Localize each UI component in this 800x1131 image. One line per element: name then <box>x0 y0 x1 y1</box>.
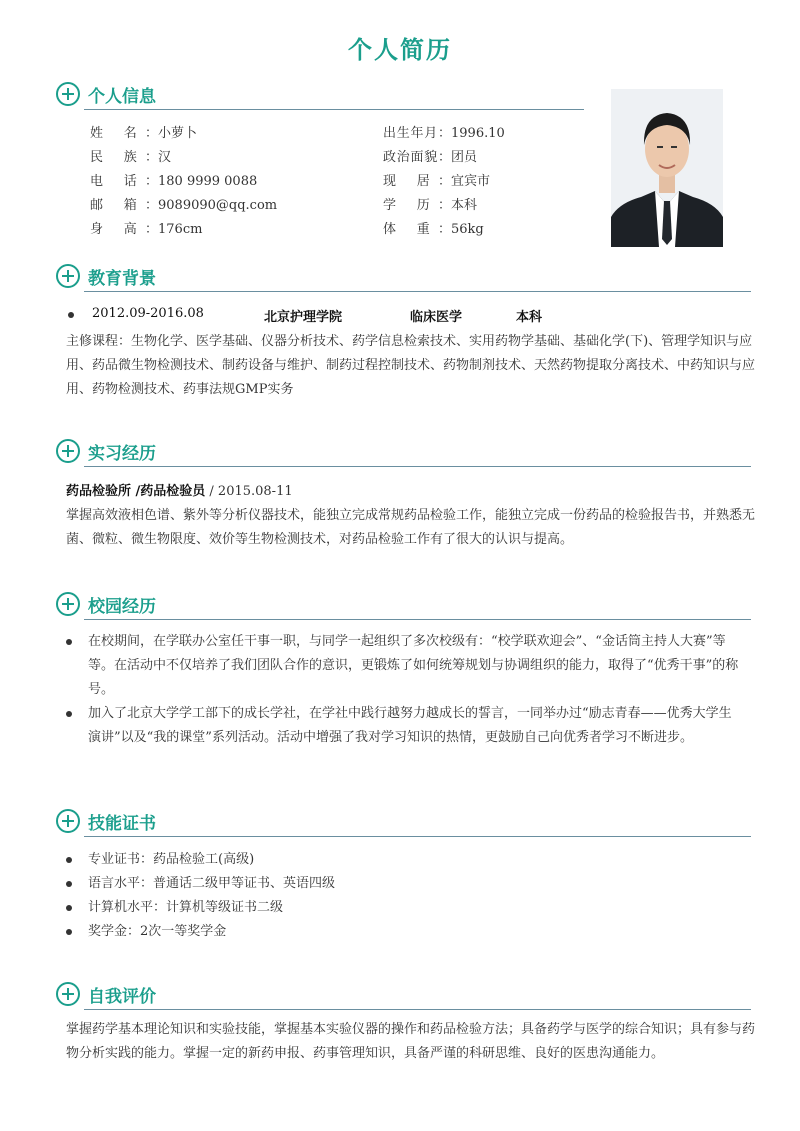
campus-list <box>60 630 744 750</box>
section-divider <box>84 291 751 292</box>
info-ethnicity: 民 族：汉 <box>90 150 172 165</box>
info-phone: 电 话：180 9999 0088 <box>90 174 258 189</box>
section-header-internship <box>56 437 756 467</box>
section-title-education: 教育背景 <box>88 269 156 289</box>
section-header-education <box>56 262 756 292</box>
list-item: 奖学金：2次一等奖学金 <box>60 920 744 944</box>
section-divider <box>84 619 751 620</box>
internship-desc: 掌握高效液相色谱、紫外等分析仪器技术，能独立完成常规药品检验工作，能独立完成一份药品的检验报告书，并熟悉无菌、微粒、微生物限度、效价等生物检测技术，对药品检验工作有了很大的认识与提高。 <box>66 508 756 547</box>
info-political: 政治面貌：团员 <box>383 150 478 165</box>
bullet-icon <box>68 312 74 318</box>
plus-circle-icon <box>56 809 80 833</box>
section-header-campus <box>56 590 756 620</box>
section-divider <box>84 1009 751 1010</box>
internship-org: 药品检验所 /药品检验员 <box>66 484 206 499</box>
internship-date: / 2015.08-11 <box>205 484 293 499</box>
plus-circle-icon <box>56 592 80 616</box>
list-item: 计算机水平：计算机等级证书二级 <box>60 896 744 920</box>
profile-photo <box>611 89 723 247</box>
section-title-self: 自我评价 <box>88 987 156 1007</box>
list-item: 专业证书：药品检验工(高级) <box>60 848 744 872</box>
list-item: 语言水平：普通话二级甲等证书、英语四级 <box>60 872 744 896</box>
section-title-skills: 技能证书 <box>88 814 156 834</box>
section-title-internship: 实习经历 <box>88 444 156 464</box>
info-residence: 现 居：宜宾市 <box>383 174 491 189</box>
list-item: 在校期间，在学联办公室任干事一职，与同学一起组织了多次校级有：“校学联欢迎会”、“金话筒主持人大赛”等等。在活动中不仅培养了我们团队合作的意识，更锻炼了如何统筹规划与协调组织的能力，取得了“优秀干事”的称号。 <box>60 630 744 702</box>
education-courses: 主修课程：生物化学、医学基础、仪器分析技术、药学信息检索技术、实用药物学基础、基础化学(下)、管理学知识与应用、药品微生物检测技术、制药设备与维护、制药过程控制技术、药物制剂技术、天然药物提取分离技术、中药知识与应用、药物检测技术、药事法规GMP实务 <box>66 334 756 397</box>
section-divider <box>84 466 751 467</box>
self-evaluation: 掌握药学基本理论知识和实验技能，掌握基本实验仪器的操作和药品检验方法；具备药学与医学的综合知识；具有参与药物分析实践的能力。掌握一定的新药申报、药事管理知识，具备严谨的科研思维、良好的医患沟通能力。 <box>66 1022 756 1061</box>
section-divider <box>84 836 751 837</box>
plus-circle-icon <box>56 82 80 106</box>
portrait-image <box>611 89 723 247</box>
education-degree: 本科 <box>516 310 543 325</box>
section-header-self <box>56 980 756 1010</box>
page-title: 个人简历 <box>348 36 452 64</box>
info-birth: 出生年月：1996.10 <box>383 126 505 141</box>
info-weight: 体 重：56kg <box>383 222 484 237</box>
section-header-info <box>56 80 586 110</box>
section-header-skills <box>56 807 756 837</box>
skills-list <box>60 848 744 944</box>
section-title-campus: 校园经历 <box>88 597 156 617</box>
section-title-info: 个人信息 <box>88 87 156 107</box>
info-height: 身 高：176cm <box>90 222 203 237</box>
education-major: 临床医学 <box>410 310 463 325</box>
plus-circle-icon <box>56 982 80 1006</box>
section-divider <box>84 109 584 110</box>
info-degree: 学 历：本科 <box>383 198 478 213</box>
education-period: 2012.09-2016.08 <box>92 306 204 321</box>
info-name: 姓 名：小萝卜 <box>90 126 198 141</box>
list-item: 加入了北京大学学工部下的成长学社，在学社中践行越努力越成长的誓言，一同举办过“励志青春——优秀大学生演讲”以及“我的课堂”系列活动。活动中增强了我对学习知识的热情，更鼓励自己向优秀者学习不断进步。 <box>60 702 744 750</box>
plus-circle-icon <box>56 439 80 463</box>
info-email: 邮 箱：9089090@qq.com <box>90 198 278 213</box>
education-school: 北京护理学院 <box>264 310 343 325</box>
internship-heading <box>66 480 758 504</box>
plus-circle-icon <box>56 264 80 288</box>
